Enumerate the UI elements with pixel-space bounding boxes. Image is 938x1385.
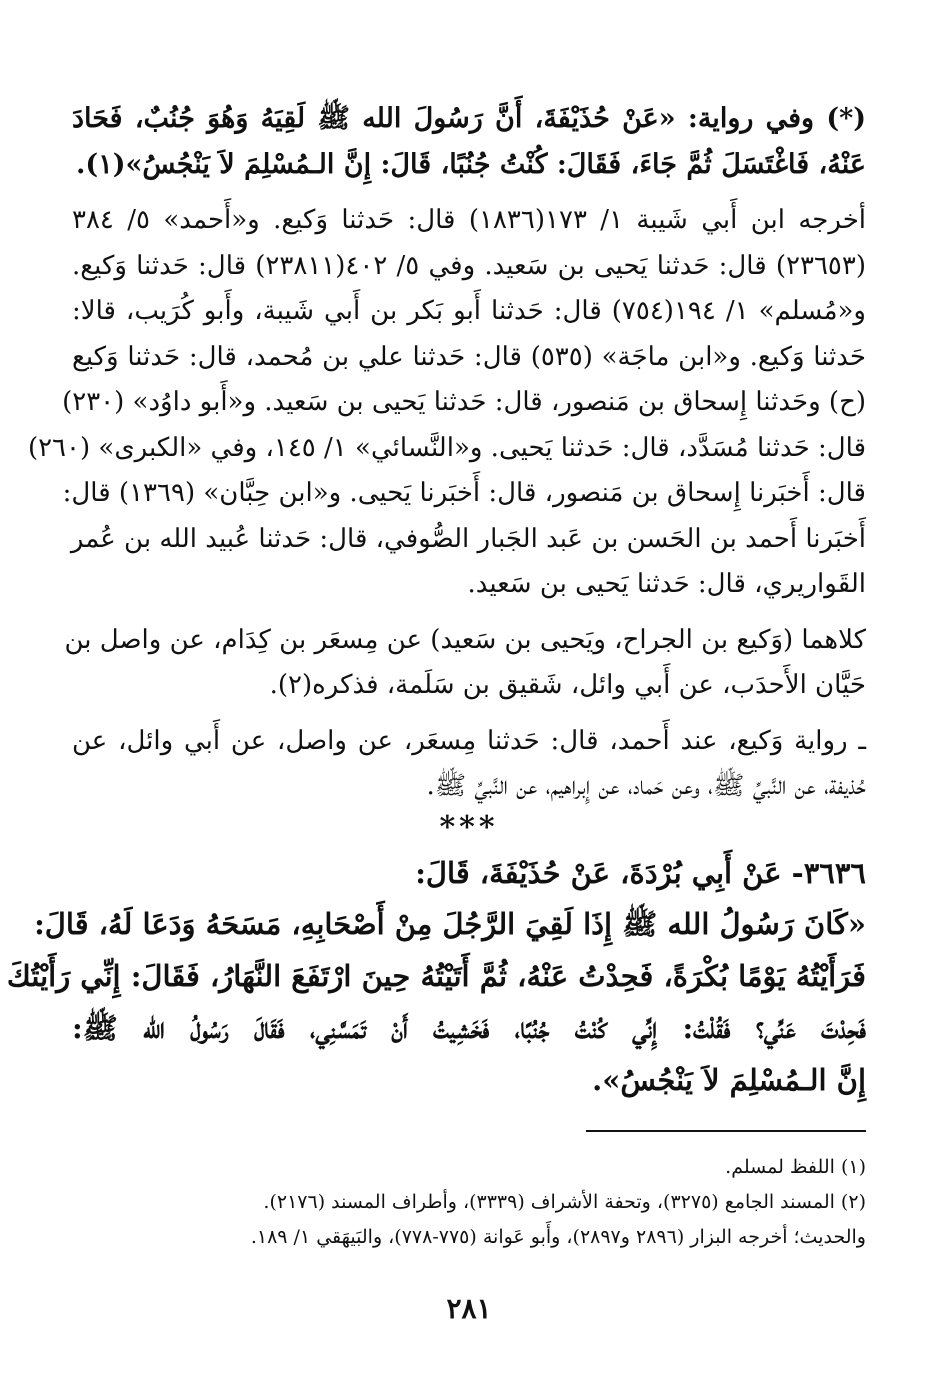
text-line: قال: حَدثنا مُسَدَّد، قال: حَدثنا يَحيى. و«النَّسائي» ١/ ١٤٥، وفي «الكبرى» (٢٦٠) (27, 432, 866, 463)
hadith-number-heading: ٣٦٣٦- عَنْ أَبِي بُرْدَةَ، عَنْ حُذَيْفَةَ، قَالَ: (415, 855, 866, 890)
footnote-2-continuation: والحديث؛ أخرجه البزار (٢٨٩٦ و٢٨٩٧)، وأَبو عَوانة (٧٧٥-٧٧٨)، والبَيهَقي ١/ ١٨٩. (250, 1225, 866, 1248)
takhrij-paragraph (27, 198, 866, 608)
hadith-heading (72, 848, 866, 898)
text-line: (٢٣٦٥٣) قال: حَدثنا يَحيى بن سَعيد. وفي ٥/ ٤٠٢(٢٣٨١١) قال: حَدثنا وَكيع. (72, 250, 866, 281)
text-line: كلاهما (وَكيع بن الجراح، ويَحيى بن سَعيد) عن مِسعَر بن كِدَام، عن واصل بن (64, 624, 866, 655)
footnote-1: (١) اللفظ لمسلم. (725, 1155, 866, 1178)
chain-paragraph (64, 618, 866, 709)
text-line: قال: أَخبَرنا إِسحاق بن مَنصور، قال: أَخبَرنا يَحيى. و«ابن حِبَّان» (١٣٦٩) قال: (62, 478, 866, 508)
text-line: أَخبَرنا أَحمد بن الحَسن بن عَبد الجَبار الصُّوفي، قال: حَدثنا عُبيد الله بن عُمر (70, 523, 866, 554)
text-line: و«مُسلم» ١/ ١٩٤(٧٥٤) قال: حَدثنا أَبو بَكر بن أَبي شَيبة، وأَبو كُرَيب، قالا: (72, 296, 866, 326)
text-line: فَحِدْتَ عَنِّي؟ فَقُلْتُ: إِنِّي كُنْتُ جُنُبًا، فَخَشِيتُ أَنْ تَمَسَّنِي، فَقَالَ رَسُولُ الله ﷺ: (72, 1010, 866, 1045)
footnotes (72, 1150, 866, 1255)
footnote-2: (٢) المسند الجامع (٣٢٧٥)، وتحفة الأشراف (٣٣٣٩)، وأطراف المسند (٢١٧٦). (263, 1190, 866, 1213)
text-line: «كَانَ رَسُولُ الله ﷺ إِذَا لَقِيَ الرَّجُلَ مِنْ أَصْحَابِهِ، مَسَحَهُ وَدَعَا لَهُ، قَالَ: (34, 906, 866, 941)
text-line: إِنَّ الـمُسْلِمَ لاَ يَنْجُسُ». (592, 1062, 866, 1097)
text-line: القَواريري، قال: حَدثنا يَحيى بن سَعيد. (467, 569, 866, 599)
text-line: حَيَّان الأَحدَب، عن أَبي وائل، شَقيق بن سَلَمة، فذكره(٢). (269, 670, 866, 700)
text-line: حَدثنا وَكيع. و«ابن ماجَة» (٥٣٥) قال: حَدثنا علي بن مُحمد، قال: حَدثنا وَكيع (72, 341, 866, 372)
text-line: (ح) وحَدثنا إِسحاق بن مَنصور، قال: حَدثنا يَحيى بن سَعيد. و«أَبو داوُد» (٢٣٠) (62, 387, 866, 417)
text-line: حُذيفة، عن النَّبيِّ ﷺ، وعن حَماد، عن إِبراهيم، عن النَّبيِّ ﷺ. (426, 771, 866, 801)
intro-paragraph (72, 96, 866, 188)
text-line: فَرَأَيْتُهُ يَوْمًا بُكْرَةً، فَحِدْتُ عَنْهُ، ثُمَّ أَتَيْتُهُ حِينَ ارْتَفَعَ النَّهَارُ، فَقَالَ: إِنِّي رَأَيْتُكَ (6, 958, 866, 993)
text-line: عَنْهُ، فَاغْتَسَلَ ثُمَّ جَاءَ، فَقَالَ: كُنْتُ جُنُبًا، قَالَ: إِنَّ الـمُسْلِمَ لاَ يَنْجُسُ»(١). (76, 149, 866, 180)
text-line: أخرجه ابن أَبي شَيبة ١/ ١٧٣(١٨٣٦) قال: حَدثنا وَكيع. و«أَحمد» ٥/ ٣٨٤ (72, 205, 866, 235)
riwaya-paragraph (72, 719, 866, 810)
section-separator: *** (439, 809, 499, 845)
hadith-text (6, 898, 866, 1106)
text-line: (*) وفي رواية: «عَنْ حُذَيْفَةَ، أَنَّ رَسُولَ الله ﷺ لَقِيَهُ وَهُوَ جُنُبٌ، فَحَادَ (72, 103, 866, 134)
text-line: ـ رواية وَكيع، عند أَحمد، قال: حَدثنا مِسعَر، عن واصل، عن أَبي وائل، عن (72, 725, 866, 756)
page-number: ٢٨١ (446, 1292, 492, 1325)
footnote-divider (586, 1130, 866, 1132)
